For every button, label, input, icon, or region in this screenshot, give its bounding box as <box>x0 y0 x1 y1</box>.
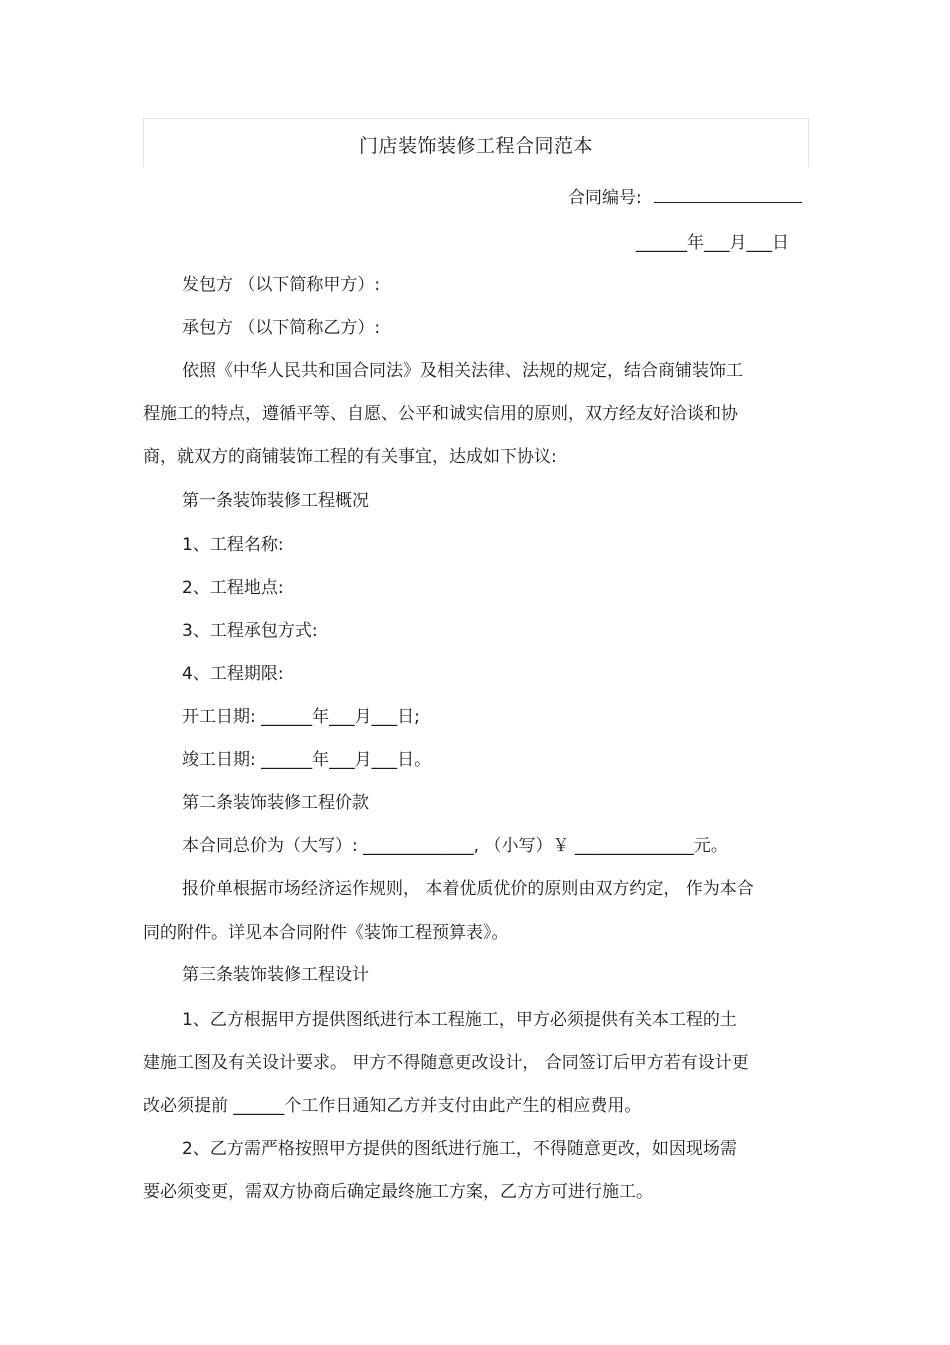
party-a-line: 发包方 （以下简称甲方）: <box>182 275 381 295</box>
article-2-heading: 第二条装饰装修工程价款 <box>182 793 369 813</box>
preamble-line-3: 商，就双方的商铺装饰工程的有关事宜，达成如下协议: <box>143 447 557 467</box>
contract-method-line: 3、工程承包方式: <box>182 621 318 641</box>
article-1-heading: 第一条装饰装修工程概况 <box>182 491 369 511</box>
preamble-line-1: 依照《中华人民共和国合同法》及相关法律、法规的规定，结合商铺装饰工 <box>182 361 743 381</box>
completion-date-line: 竣工日期: ______年___月___日。 <box>182 750 432 770</box>
design-clause-1-line-2: 建施工图及有关设计要求。 甲方不得随意更改设计， 合同签订后甲方若有设计更 <box>143 1053 749 1073</box>
project-name-line: 1、工程名称: <box>182 535 284 555</box>
preamble-line-2: 程施工的特点，遵循平等、自愿、公平和诚实信用的原则，双方经友好洽谈和协 <box>143 404 738 424</box>
document-title: 门店装饰装修工程合同范本 <box>358 135 593 157</box>
party-b-line: 承包方 （以下简称乙方）: <box>182 318 381 338</box>
quotation-line-2: 同的附件。详见本合同附件《装饰工程预算表》。 <box>143 923 509 943</box>
quotation-line-1: 报价单根据市场经济运作规则， 本着优质优价的原则由双方约定， 作为本合 <box>182 879 754 899</box>
contract-date: ______年___月___日 <box>636 233 789 253</box>
contract-number-label: 合同编号: <box>568 188 642 208</box>
design-clause-2-line-1: 2、乙方需严格按照甲方提供的图纸进行施工，不得随意更改，如因现场需 <box>182 1139 737 1159</box>
design-clause-2-line-2: 要必须变更，需双方协商后确定最终施工方案，乙方方可进行施工。 <box>143 1182 653 1202</box>
title-box <box>143 118 809 167</box>
contract-number-blank[interactable] <box>654 188 802 203</box>
project-location-line: 2、工程地点: <box>182 578 284 598</box>
design-clause-1-line-3: 改必须提前 ______个工作日通知乙方并支付由此产生的相应费用。 <box>143 1096 642 1116</box>
design-clause-1-line-1: 1、乙方根据甲方提供图纸进行本工程施工，甲方必须提供有关本工程的土 <box>182 1010 737 1030</box>
project-period-line: 4、工程期限: <box>182 664 284 684</box>
total-price-line: 本合同总价为（大写）: _____________, （小写）￥ ______________元。 <box>182 836 728 856</box>
contract-number-row <box>568 188 802 208</box>
start-date-line: 开工日期: ______年___月___日; <box>182 707 420 727</box>
article-3-heading: 第三条装饰装修工程设计 <box>182 965 369 985</box>
